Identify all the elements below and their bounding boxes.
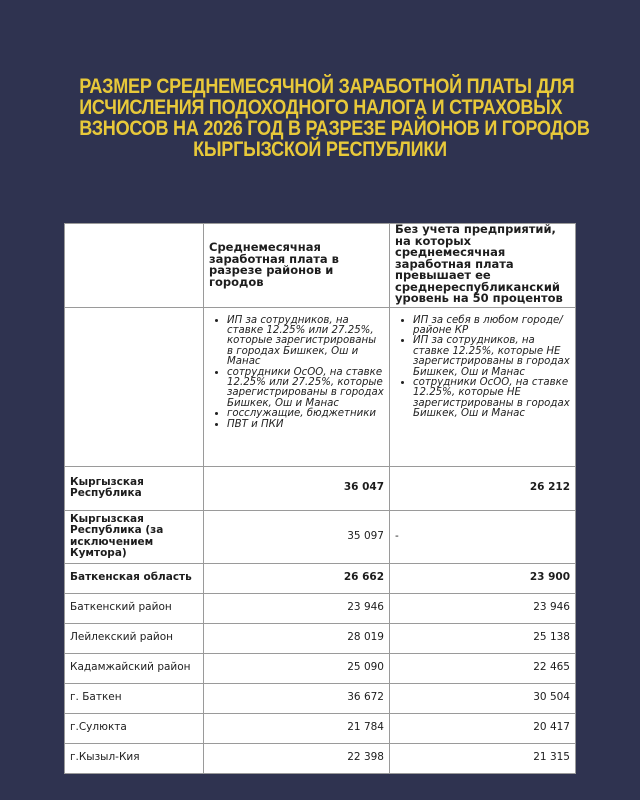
list-item: • ПВТ и ПКИ	[227, 420, 384, 430]
region-name: Кадамжайский район	[65, 653, 204, 683]
table-row	[65, 563, 576, 593]
list-item: • ИП за сотрудников, на ставке 12.25%, которые НЕ зарегистрированы в городах Бишкек, Ош и Манас	[413, 336, 570, 378]
avg-salary-value: 23 946	[204, 593, 390, 623]
excl-high-value: 26 212	[390, 466, 576, 510]
list-item: • госслужащие, бюджетники	[227, 409, 384, 419]
region-name: Кыргызская Республика (за исключением Кумтора)	[65, 510, 204, 563]
header-excl-high: Без учета предприятий, на которых среднемесячная заработная плата превышает ее среднереспубликанский уровень на 50 процентов	[390, 224, 576, 308]
table-row	[65, 653, 576, 683]
page-title	[79, 75, 590, 161]
table-row	[65, 510, 576, 563]
region-name: г.Сулюкта	[65, 713, 204, 743]
applicability-row	[65, 307, 576, 466]
avg-salary-value: 36 047	[204, 466, 390, 510]
excl-high-value: 25 138	[390, 623, 576, 653]
table-row	[65, 683, 576, 713]
salary-table	[64, 223, 576, 774]
list-item: • ИП за сотрудников, на ставке 12.25% или 27.25%, которые зарегистрированы в городах Бишкек, Ош и Манас	[227, 316, 384, 368]
header-avg-salary: Среднемесячная заработная плата в разрезе районов и городов	[204, 224, 390, 308]
title-line: ИСЧИСЛЕНИЯ ПОДОХОДНОГО НАЛОГА И СТРАХОВЫХ	[79, 96, 563, 119]
excl-high-value: 23 946	[390, 593, 576, 623]
region-name: Баткенская область	[65, 563, 204, 593]
avg-salary-value: 21 784	[204, 713, 390, 743]
table-row	[65, 466, 576, 510]
table-row	[65, 593, 576, 623]
applicability-empty	[65, 307, 204, 466]
table-header-row	[65, 224, 576, 308]
excl-high-value: 20 417	[390, 713, 576, 743]
avg-salary-value: 26 662	[204, 563, 390, 593]
table-row	[65, 623, 576, 653]
excl-high-value: 22 465	[390, 653, 576, 683]
avg-salary-value: 35 097	[204, 510, 390, 563]
applicability-avg-salary	[204, 307, 390, 466]
excl-high-value: 23 900	[390, 563, 576, 593]
table-row	[65, 743, 576, 773]
header-region	[65, 224, 204, 308]
region-name: Лейлекский район	[65, 623, 204, 653]
excl-high-value: -	[390, 510, 576, 563]
applicability-excl-high	[390, 307, 576, 466]
table-row	[65, 713, 576, 743]
excl-high-value: 30 504	[390, 683, 576, 713]
avg-salary-value: 22 398	[204, 743, 390, 773]
avg-salary-value: 25 090	[204, 653, 390, 683]
applicability-list	[395, 316, 570, 420]
list-item: • сотрудники ОсОО, на ставке 12.25%, которые НЕ зарегистрированы в городах Бишкек, Ош и Манас	[413, 378, 570, 420]
avg-salary-value: 36 672	[204, 683, 390, 713]
region-name: г.Кызыл-Кия	[65, 743, 204, 773]
region-name: г. Баткен	[65, 683, 204, 713]
region-name: Кыргызская Республика	[65, 466, 204, 510]
applicability-list	[209, 316, 384, 430]
title-line: РАЗМЕР СРЕДНЕМЕСЯЧНОЙ ЗАРАБОТНОЙ ПЛАТЫ ДЛЯ	[79, 75, 575, 98]
title-line: ВЗНОСОВ НА 2026 ГОД В РАЗРЕЗЕ РАЙОНОВ И ГОРОДОВ	[79, 117, 590, 140]
list-item: • ИП за себя в любом городе/ районе КР	[413, 316, 570, 337]
list-item: • сотрудники ОсОО, на ставке 12.25% или 27.25%, которые зарегистрированы в городах Бишкек, Ош и Манас	[227, 368, 384, 410]
title-line: КЫРГЫЗСКОЙ РЕСПУБЛИКИ	[193, 138, 447, 161]
excl-high-value: 21 315	[390, 743, 576, 773]
region-name: Баткенский район	[65, 593, 204, 623]
avg-salary-value: 28 019	[204, 623, 390, 653]
